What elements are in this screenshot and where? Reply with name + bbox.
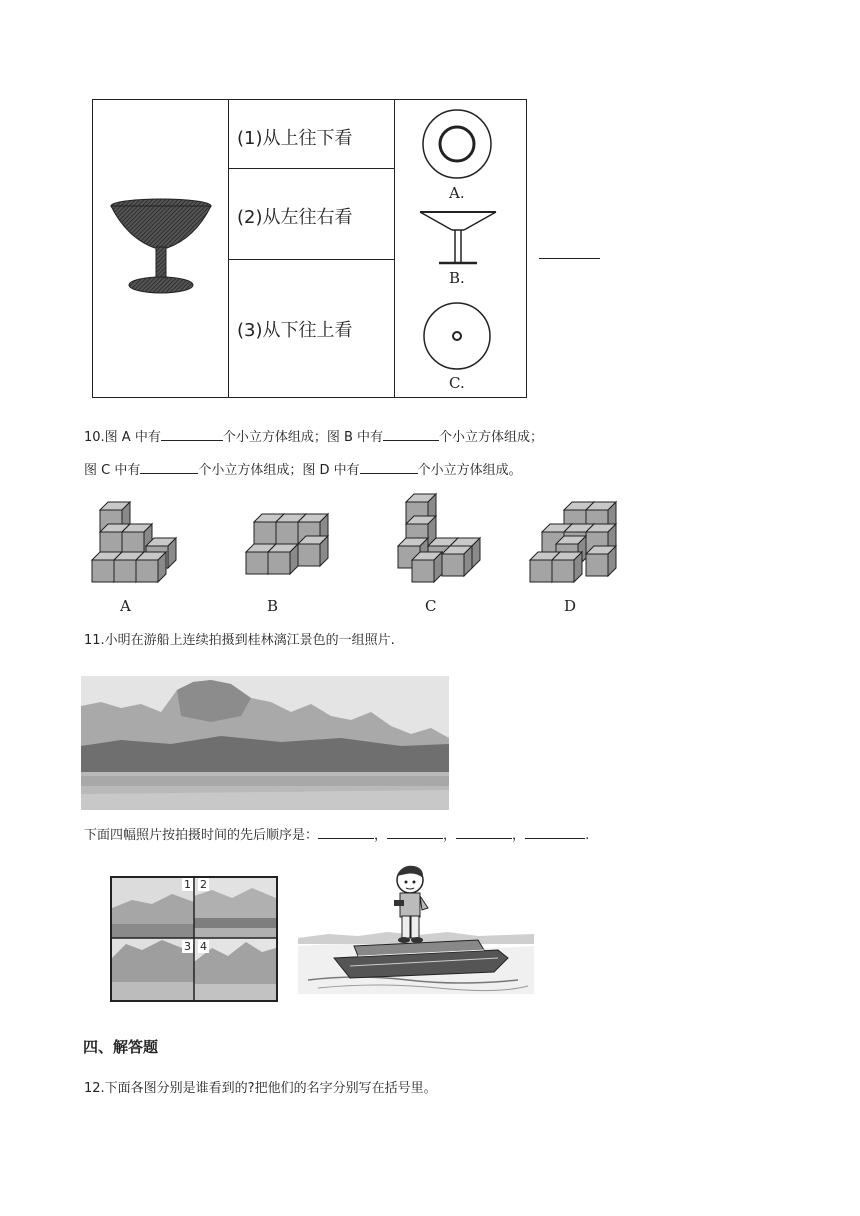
figure-a-cubes xyxy=(92,502,176,582)
q11-sep-2: ， xyxy=(443,828,457,843)
view-from-left-label: (2)从左往右看 xyxy=(237,207,353,228)
option-a-drawing xyxy=(421,108,493,180)
q11-text: 11.小明在游船上连续拍摄到桂林漓江景色的一组照片. xyxy=(84,633,395,648)
option-b-label: B. xyxy=(449,269,465,287)
q10-blank-a[interactable] xyxy=(161,428,223,441)
figure-d-label: D xyxy=(564,597,577,615)
q10-blank-d[interactable] xyxy=(360,461,418,474)
q10-blank-c[interactable] xyxy=(140,461,198,474)
q9-table xyxy=(92,99,527,398)
q10-line-1 xyxy=(84,428,543,447)
option-c-drawing xyxy=(421,300,493,372)
table-divider xyxy=(228,259,394,260)
boy-on-boat-illustration xyxy=(298,862,534,994)
lijiang-landscape-photo xyxy=(81,676,449,810)
q11-blank-4[interactable] xyxy=(525,826,585,839)
q10-text-d: 图 C 中有 xyxy=(84,463,141,478)
q9-answer-blank[interactable] xyxy=(539,258,600,259)
q11-blank-1[interactable] xyxy=(318,826,374,839)
cube-figures xyxy=(80,488,640,588)
q11-blank-2[interactable] xyxy=(387,826,443,839)
q10-text-c: 个小立方体组成； xyxy=(439,430,544,445)
q10-blank-b[interactable] xyxy=(383,428,439,441)
photo-grid-image xyxy=(112,878,276,1000)
view-from-top-label: (1)从上往下看 xyxy=(237,128,353,149)
q10-line-2 xyxy=(84,461,522,480)
q11-order-line xyxy=(84,826,589,845)
figure-c-label: C xyxy=(425,597,437,615)
goblet-image xyxy=(107,198,215,298)
table-divider xyxy=(228,100,229,397)
q11-end: . xyxy=(585,828,590,843)
figure-a-label: A xyxy=(120,597,131,615)
photo-number-2: 2 xyxy=(200,878,207,891)
table-divider xyxy=(394,100,395,397)
figure-b-label: B xyxy=(267,597,279,615)
photo-number-3: 3 xyxy=(184,940,191,953)
q11-sep-3: ， xyxy=(512,828,526,843)
q12-text: 12.下面各图分别是谁看到的?把他们的名字分别写在括号里。 xyxy=(84,1081,437,1096)
option-b-drawing xyxy=(419,210,497,266)
q10-text-f: 个小立方体组成。 xyxy=(417,463,522,478)
q10-text-e: 个小立方体组成；图 D 中有 xyxy=(198,463,360,478)
q10-text-b: 个小立方体组成；图 B 中有 xyxy=(222,430,384,445)
option-c-label: C. xyxy=(449,374,465,392)
view-from-bottom-label: (3)从下往上看 xyxy=(237,320,353,341)
figure-c-cubes xyxy=(398,494,480,582)
photo-number-4: 4 xyxy=(200,940,207,953)
q11-order-prompt: 下面四幅照片按拍摄时间的先后顺序是： xyxy=(84,828,319,843)
figure-b-cubes xyxy=(246,514,328,574)
q11-blank-3[interactable] xyxy=(456,826,512,839)
photo-number-1: 1 xyxy=(184,878,191,891)
q11-sep-1: ， xyxy=(374,828,388,843)
table-divider xyxy=(228,168,394,169)
section-4-heading: 四、解答题 xyxy=(83,1038,159,1056)
option-a-label: A. xyxy=(449,184,465,202)
figure-d-cubes xyxy=(530,502,616,582)
q10-text-a: 10.图 A 中有 xyxy=(84,430,161,445)
photo-grid xyxy=(110,876,278,1002)
